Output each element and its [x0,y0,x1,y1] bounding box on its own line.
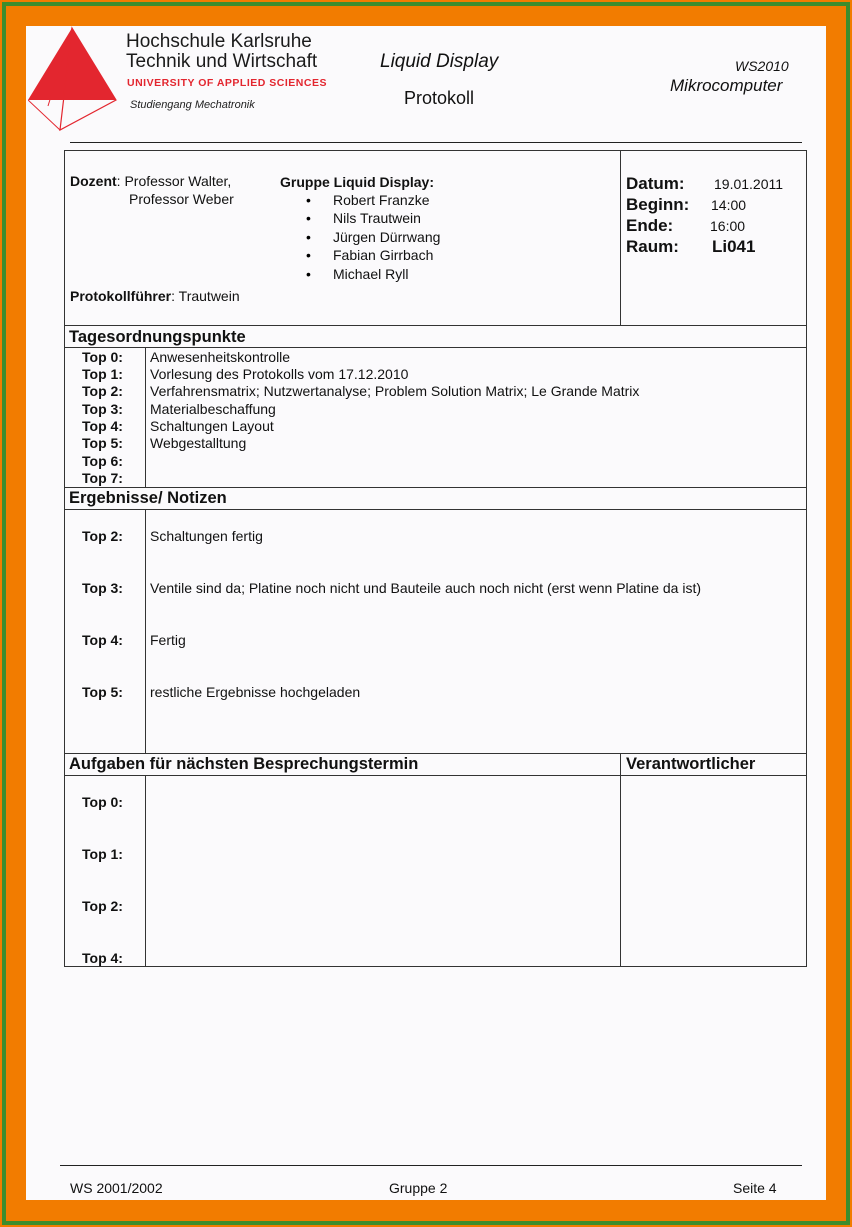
footer-group: Gruppe 2 [389,1180,448,1196]
result-top-2: Top 2: [82,528,123,544]
protokollfuehrer-row: Protokollführer: Trautwein [70,288,240,304]
tasks-top-line [64,753,807,754]
university-name-english: UNIVERSITY OF APPLIED SCIENCES [127,77,327,89]
agenda-text-3: Materialbeschaffung [150,401,276,417]
agenda-heading: Tagesordnungspunkte [69,328,246,346]
task-top-0: Top 0: [82,794,123,810]
group-heading: Gruppe Liquid Display: [280,174,435,190]
header-divider [70,142,802,143]
datum-value: 19.01.2011 [714,176,784,192]
agenda-top-7: Top 7: [82,470,123,486]
member-1: Robert Franzke [333,192,430,208]
bullet-icon: • [306,192,311,208]
meta-divider [620,150,621,325]
task-top-1: Top 1: [82,846,123,862]
dozent-second: Professor Weber [129,191,234,207]
result-text-4: Fertig [150,632,186,648]
document-page [26,26,826,1200]
agenda-text-4: Schaltungen Layout [150,418,274,434]
semester-label: WS2010 [735,58,789,74]
agenda-top-2: Top 2: [82,383,123,399]
agenda-top-5: Top 5: [82,435,123,451]
course-name: Mikrocomputer [670,76,783,95]
agenda-top-3: Top 3: [82,401,123,417]
bullet-icon: • [306,266,311,282]
result-top-4: Top 4: [82,632,123,648]
footer-semester: WS 2001/2002 [70,1180,163,1196]
results-heading: Ergebnisse/ Notizen [69,489,227,507]
datum-label: Datum: [626,174,685,193]
agenda-text-5: Webgestalltung [150,435,247,451]
agenda-top-1: Top 1: [82,366,123,382]
tasks-heading-line [64,775,807,776]
results-top-line [64,487,807,488]
dozent-row: Dozent: Professor Walter, [70,173,232,189]
footer-divider [60,1165,802,1166]
footer-page-number: Seite 4 [733,1180,777,1196]
protocol-table [64,150,807,967]
raum-label: Raum: [626,237,679,256]
ende-label: Ende: [626,216,674,235]
bullet-icon: • [306,247,311,263]
university-name-line1: Hochschule Karlsruhe [126,31,312,52]
responsible-column-divider [620,753,621,967]
agenda-heading-line [64,347,807,348]
task-top-4: Top 4: [82,950,123,966]
agenda-text-2: Verfahrensmatrix; Nutzwertanalyse; Problem Solution Matrix; Le Grande Matrix [150,383,640,399]
university-logo-icon [28,26,123,134]
member-3: Jürgen Dürrwang [333,229,441,245]
member-5: Michael Ryll [333,266,409,282]
document-subtitle: Protokoll [404,88,475,108]
program-name: Studiengang Mechatronik [130,99,255,111]
results-heading-line [64,509,807,510]
agenda-text-1: Vorlesung des Protokolls vom 17.12.2010 [150,366,409,382]
result-top-5: Top 5: [82,684,123,700]
document-title: Liquid Display [380,51,499,72]
agenda-text-0: Anwesenheitskontrolle [150,349,291,365]
agenda-top-4: Top 4: [82,418,123,434]
result-text-2: Schaltungen fertig [150,528,263,544]
tasks-column-divider [145,775,146,967]
result-text-5: restliche Ergebnisse hochgeladen [150,684,361,700]
member-4: Fabian Girrbach [333,247,434,263]
agenda-top-6: Top 6: [82,453,123,469]
result-text-3: Ventile sind da; Platine noch nicht und Bauteile auch noch nicht (erst wenn Platine da ist) [150,580,702,596]
ende-value: 16:00 [710,218,746,234]
bullet-icon: • [306,229,311,245]
results-column-divider [145,509,146,753]
university-name-line2: Technik und Wirtschaft [126,51,318,72]
meta-bottom-line [64,325,807,326]
task-top-2: Top 2: [82,898,123,914]
result-top-3: Top 3: [82,580,123,596]
responsible-heading: Verantwortlicher [626,755,756,773]
agenda-top-0: Top 0: [82,349,123,365]
bullet-icon: • [306,210,311,226]
tasks-heading: Aufgaben für nächsten Besprechungstermin [69,755,419,773]
raum-value: Li041 [712,237,756,256]
member-2: Nils Trautwein [333,210,421,226]
beginn-label: Beginn: [626,195,690,214]
agenda-column-divider [145,347,146,487]
beginn-value: 14:00 [711,197,747,213]
